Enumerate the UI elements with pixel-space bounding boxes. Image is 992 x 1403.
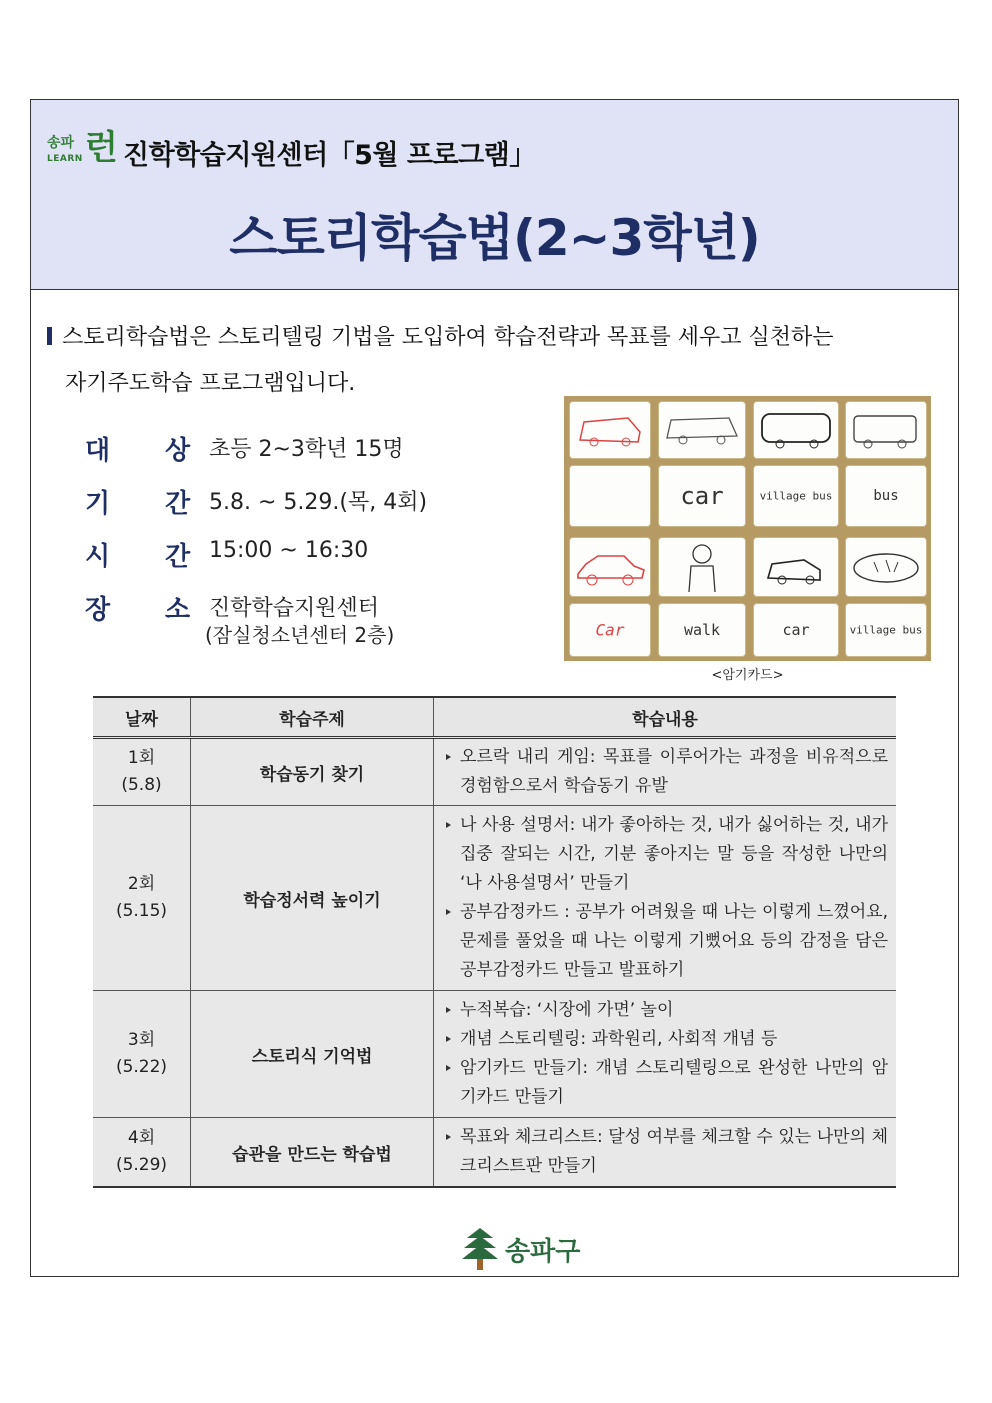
card-word	[846, 466, 926, 526]
info-label-char: 기	[85, 489, 111, 519]
logo-text-bottom: LEARN	[47, 154, 83, 164]
session-date: (5.29)	[115, 1155, 168, 1175]
card-car-drawing	[659, 402, 745, 458]
content-cell	[434, 806, 897, 991]
table-row	[93, 991, 896, 1118]
card-word-text: walk	[683, 621, 721, 639]
content-cell	[434, 738, 897, 806]
card-car-drawing	[570, 402, 650, 458]
photo-caption: <암기카드>	[711, 668, 784, 683]
info-value: 진학학습지원센터	[209, 596, 380, 621]
session-date-cell	[93, 738, 191, 806]
brand-line	[47, 130, 536, 174]
logo-text-big: 런	[85, 128, 118, 168]
info-label-char: 간	[165, 542, 191, 572]
flashcard-photo	[564, 396, 931, 661]
bullet-bar-icon	[47, 327, 52, 345]
card-bus-drawing	[754, 402, 838, 458]
center-name: 진학학습지원센터「5월 프로그램」	[123, 139, 536, 171]
table-header-row	[93, 697, 896, 738]
card-word-text: car	[680, 482, 724, 510]
card-word-text: Car	[595, 620, 625, 640]
content-item: 오르락 내리 게임: 목표를 이루어가는 과정을 비유적으로 경험함으로서 학습동기 유발	[446, 743, 888, 801]
session-number: 3회	[127, 1030, 156, 1050]
card-word	[846, 604, 926, 656]
session-date-cell	[93, 1118, 191, 1188]
info-label-char: 시	[85, 542, 111, 572]
card-person-drawing	[659, 538, 745, 596]
card-word	[754, 604, 838, 656]
info-value: 5.8. ~ 5.29.(목, 4회)	[209, 490, 428, 515]
card-word-text: bus	[873, 488, 899, 504]
flyer-header	[31, 100, 958, 290]
intro-text	[47, 315, 927, 407]
info-label-char: 소	[165, 595, 191, 625]
content-item: 암기카드 만들기: 개념 스토리텔링으로 완성한 나만의 암기카드 만들기	[446, 1054, 888, 1112]
pine-tree-icon	[461, 1226, 499, 1272]
content-item: 나 사용 설명서: 내가 좋아하는 것, 내가 싫어하는 것, 내가 집중 잘되는 시간, 기분 좋아지는 말 등을 작성한 나만의 ‘나 사용설명서’ 만들기	[446, 811, 888, 898]
session-date: (5.15)	[115, 901, 168, 921]
table-row	[93, 1118, 896, 1188]
info-label-char: 장	[85, 595, 111, 625]
session-date-cell	[93, 991, 191, 1118]
session-number: 1회	[127, 748, 156, 768]
flyer-frame	[30, 99, 959, 1277]
footer-logo	[461, 1226, 580, 1272]
topic-cell: 학습정서력 높이기	[191, 806, 434, 991]
card-car-drawing	[754, 538, 838, 596]
info-label-char: 상	[165, 436, 191, 466]
info-label-char: 대	[85, 436, 111, 466]
card-car-drawing	[570, 538, 650, 596]
content-item: 공부감정카드 : 공부가 어려웠을 때 나는 이렇게 느꼈어요, 문제를 풀었을 때 나는 이렇게 기뻤어요 등의 감정을 담은 공부감정카드 만들고 발표하기	[446, 898, 888, 985]
card-bus-drawing	[846, 402, 926, 458]
topic-cell: 습관을 만드는 학습법	[191, 1118, 434, 1188]
session-date: (5.8)	[121, 775, 162, 795]
schedule-table	[93, 696, 896, 1188]
songpa-learn-logo	[47, 130, 117, 174]
session-date-cell	[93, 806, 191, 991]
card-word	[754, 466, 838, 526]
content-cell	[434, 1118, 897, 1188]
card-word	[659, 466, 745, 526]
footer-org-name: 송파구	[505, 1236, 581, 1267]
info-value: 초등 2~3학년 15명	[209, 437, 404, 462]
card-word-text: village bus	[759, 489, 833, 503]
column-header-content: 학습내용	[434, 697, 897, 738]
content-item: 목표와 체크리스트: 달성 여부를 체크할 수 있는 나만의 체크리스트판 만들기	[446, 1123, 888, 1181]
intro-line-2: 자기주도학습 프로그램입니다.	[65, 371, 356, 396]
card-bus-drawing	[846, 538, 926, 596]
intro-line-1: 스토리학습법은 스토리텔링 기법을 도입하여 학습전략과 목표를 세우고 실천하는	[62, 325, 834, 350]
table-row	[93, 738, 896, 806]
card-word	[570, 604, 650, 656]
card-word	[570, 466, 650, 526]
session-number: 2회	[127, 874, 156, 894]
column-header-date: 날짜	[93, 697, 191, 738]
table-row	[93, 806, 896, 991]
topic-cell: 학습동기 찾기	[191, 738, 434, 806]
session-number: 4회	[127, 1128, 156, 1148]
page-title: 스토리학습법(2~3학년)	[229, 209, 760, 267]
content-item: 개념 스토리텔링: 과학원리, 사회적 개념 등	[446, 1025, 888, 1054]
topic-cell: 스토리식 기억법	[191, 991, 434, 1118]
card-word-text: car	[782, 621, 810, 639]
card-word	[659, 604, 745, 656]
session-date: (5.22)	[115, 1057, 168, 1077]
info-value: 15:00 ~ 16:30	[209, 538, 369, 563]
column-header-topic: 학습주제	[191, 697, 434, 738]
content-item: 누적복습: ‘시장에 가면’ 놀이	[446, 996, 888, 1025]
content-cell	[434, 991, 897, 1118]
info-sub-value: (잠실청소년센터 2층)	[205, 623, 395, 647]
info-label-char: 간	[165, 489, 191, 519]
logo-text-top: 송파	[47, 135, 75, 151]
card-word-text: village bus	[849, 623, 923, 637]
